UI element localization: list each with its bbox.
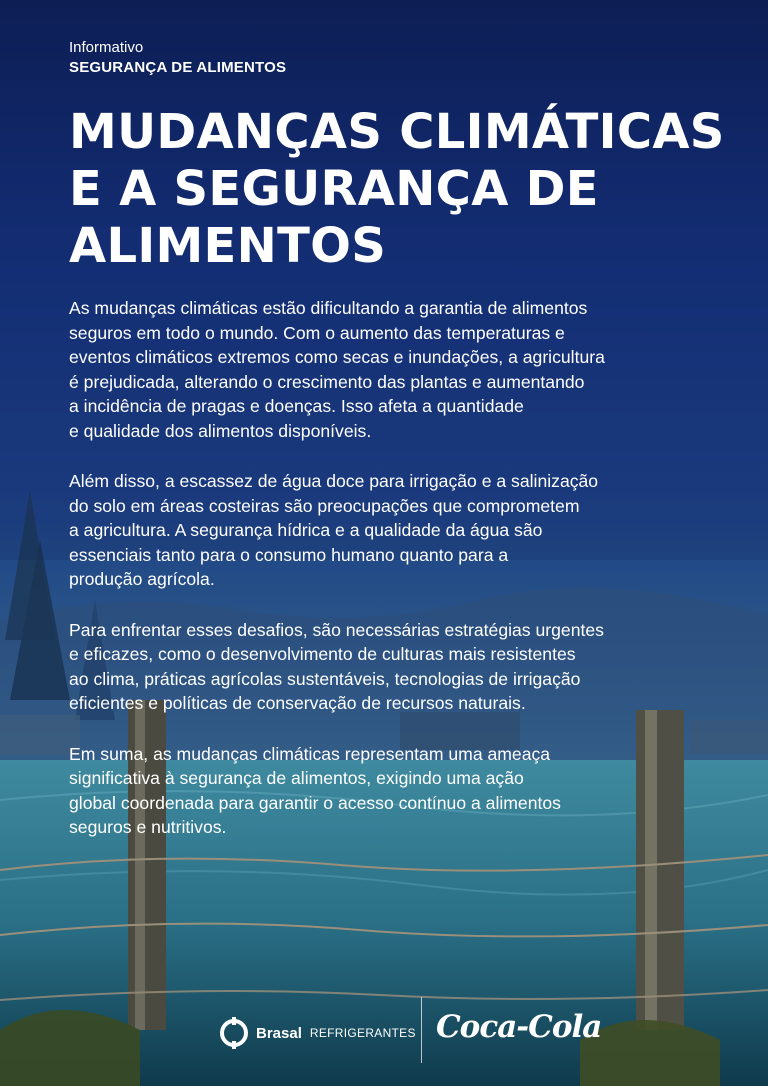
footer-logos <box>0 1005 768 1065</box>
paragraph-4: Em suma, as mudanças climáticas representam uma ameaça significativa à segurança de alimentos, exigindo uma ação global coordenada para garantir o acesso contínuo a alimentos seguros e nutritivos. <box>69 743 561 837</box>
kicker-label: Informativo <box>69 39 144 56</box>
brasal-ring-icon <box>218 1017 250 1049</box>
brasal-logo <box>218 1017 416 1049</box>
paragraph-1: As mudanças climáticas estão dificultando a garantia de alimentos seguros em todo o mundo. Com o aumento das temperaturas e eventos climáticos extremos como secas e inundações, a agricultura é prejudicada, alterando o crescimento das plantas e aumentando a incidência de pragas e doenças. Isso afeta a quantidade e qualidade dos alimentos disponíveis. <box>69 298 605 441</box>
title-line-2: E A SEGURANÇA DE <box>69 161 599 217</box>
brasal-subtitle: REFRIGERANTES <box>309 1026 416 1040</box>
paragraph-2: Além disso, a escassez de água doce para irrigação e a salinização do solo em áreas costeiras são preocupações que comprometem a agricultura. A segurança hídrica e a qualidade da água são essenciais tanto para o consumo humano quanto para a produção agrícola. <box>69 471 599 589</box>
logo-divider <box>421 997 422 1063</box>
paragraph-3: Para enfrentar esses desafios, são necessárias estratégias urgentes e eficazes, como o desenvolvimento de culturas mais resistentes ao clima, práticas agrícolas sustentáveis, tecnologias de irrigação eficientes e políticas de conservação de recursos naturais. <box>69 619 604 713</box>
section-label: SEGURANÇA DE ALIMENTOS <box>69 59 287 76</box>
title-line-1: MUDANÇAS CLIMÁTICAS <box>69 104 725 160</box>
page-title <box>69 104 729 275</box>
brasal-name: Brasal <box>256 1024 302 1042</box>
coca-cola-logo: Coca-Cola <box>436 1009 602 1045</box>
title-line-3: ALIMENTOS <box>69 218 387 274</box>
header <box>69 38 286 78</box>
article-body <box>69 296 739 866</box>
